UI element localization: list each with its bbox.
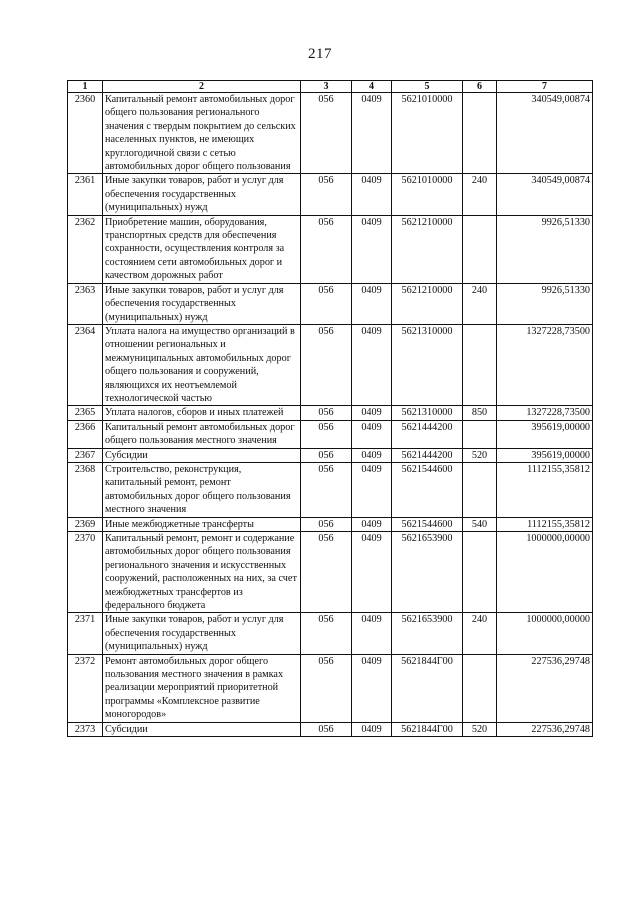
row-amount: 340549,00874	[497, 174, 593, 215]
row-code: 056	[301, 532, 352, 613]
row-article: 5621653900	[392, 613, 463, 654]
row-amount: 1327228,73500	[497, 324, 593, 405]
table-row	[68, 613, 593, 654]
table-row	[68, 517, 593, 531]
row-code: 056	[301, 448, 352, 462]
row-section: 0409	[352, 283, 392, 324]
row-code: 056	[301, 324, 352, 405]
row-section: 0409	[352, 448, 392, 462]
table-header-row	[68, 81, 593, 93]
row-number: 2362	[68, 215, 103, 283]
row-code: 056	[301, 654, 352, 722]
row-expense-type: 540	[463, 517, 497, 531]
row-article: 5621544600	[392, 517, 463, 531]
row-code: 056	[301, 613, 352, 654]
row-code: 056	[301, 93, 352, 174]
row-code: 056	[301, 517, 352, 531]
table-row	[68, 215, 593, 283]
row-name: Капитальный ремонт автомобильных дорог общего пользования местного значения	[103, 420, 301, 448]
column-header: 5	[392, 81, 463, 93]
row-expense-type: 850	[463, 406, 497, 420]
row-code: 056	[301, 283, 352, 324]
row-expense-type: 520	[463, 722, 497, 736]
row-amount: 1000000,00000	[497, 613, 593, 654]
row-number: 2371	[68, 613, 103, 654]
row-number: 2360	[68, 93, 103, 174]
column-header: 2	[103, 81, 301, 93]
row-amount: 1112155,35812	[497, 517, 593, 531]
row-number: 2363	[68, 283, 103, 324]
table-row	[68, 462, 593, 517]
row-section: 0409	[352, 406, 392, 420]
table-row	[68, 722, 593, 736]
row-amount: 395619,00000	[497, 420, 593, 448]
row-number: 2366	[68, 420, 103, 448]
row-name: Уплата налогов, сборов и иных платежей	[103, 406, 301, 420]
row-section: 0409	[352, 654, 392, 722]
row-expense-type: 240	[463, 174, 497, 215]
row-code: 056	[301, 462, 352, 517]
row-amount: 9926,51330	[497, 283, 593, 324]
page-number: 217	[308, 46, 332, 62]
row-name: Иные закупки товаров, работ и услуг для обеспечения государственных (муниципальных) нужд	[103, 174, 301, 215]
column-header: 4	[352, 81, 392, 93]
row-section: 0409	[352, 420, 392, 448]
row-expense-type	[463, 462, 497, 517]
row-number: 2373	[68, 722, 103, 736]
row-expense-type	[463, 215, 497, 283]
row-name: Капитальный ремонт автомобильных дорог общего пользования регионального значения с твердым покрытием до сельских населенных пунктов, не имеющих круглогодичной связи с сетью автомобильных дорог общего пользования	[103, 93, 301, 174]
row-amount: 340549,00874	[497, 93, 593, 174]
row-number: 2372	[68, 654, 103, 722]
row-number: 2367	[68, 448, 103, 462]
row-article: 5621444200	[392, 448, 463, 462]
row-article: 5621544600	[392, 462, 463, 517]
row-article: 5621010000	[392, 174, 463, 215]
row-section: 0409	[352, 174, 392, 215]
row-article: 5621310000	[392, 406, 463, 420]
row-section: 0409	[352, 722, 392, 736]
row-amount: 227536,29748	[497, 654, 593, 722]
row-article: 5621310000	[392, 324, 463, 405]
row-article: 5621010000	[392, 93, 463, 174]
row-amount: 227536,29748	[497, 722, 593, 736]
column-header: 3	[301, 81, 352, 93]
row-section: 0409	[352, 613, 392, 654]
row-name: Иные закупки товаров, работ и услуг для обеспечения государственных (муниципальных) нужд	[103, 613, 301, 654]
row-code: 056	[301, 420, 352, 448]
row-number: 2370	[68, 532, 103, 613]
row-name: Капитальный ремонт, ремонт и содержание автомобильных дорог общего пользования регионального значения и искусственных сооружений, расположенных на них, за счет межбюджетных трансфертов из федерального бюджета	[103, 532, 301, 613]
row-name: Субсидии	[103, 448, 301, 462]
row-expense-type: 240	[463, 613, 497, 654]
column-header: 7	[497, 81, 593, 93]
row-name: Приобретение машин, оборудования, транспортных средств для обеспечения сохранности, осуществления контроля за состоянием сети автомобильных дорог и качеством дорожных работ	[103, 215, 301, 283]
row-article: 5621653900	[392, 532, 463, 613]
row-article: 5621844Г00	[392, 654, 463, 722]
row-code: 056	[301, 174, 352, 215]
table-row	[68, 406, 593, 420]
column-header: 1	[68, 81, 103, 93]
row-number: 2369	[68, 517, 103, 531]
row-article: 5621444200	[392, 420, 463, 448]
table-row	[68, 532, 593, 613]
row-amount: 9926,51330	[497, 215, 593, 283]
row-name: Ремонт автомобильных дорог общего пользования местного значения в рамках реализации мероприятий приоритетной программы «Комплексное развитие моногородов»	[103, 654, 301, 722]
row-expense-type: 520	[463, 448, 497, 462]
table-row	[68, 93, 593, 174]
row-name: Субсидии	[103, 722, 301, 736]
row-amount: 395619,00000	[497, 448, 593, 462]
table-row	[68, 420, 593, 448]
row-article: 5621210000	[392, 215, 463, 283]
row-section: 0409	[352, 215, 392, 283]
row-expense-type: 240	[463, 283, 497, 324]
row-article: 5621210000	[392, 283, 463, 324]
row-article: 5621844Г00	[392, 722, 463, 736]
row-number: 2365	[68, 406, 103, 420]
budget-table	[67, 80, 593, 737]
row-amount: 1327228,73500	[497, 406, 593, 420]
row-name: Строительство, реконструкция, капитальный ремонт, ремонт автомобильных дорог общего пользования местного значения	[103, 462, 301, 517]
row-section: 0409	[352, 93, 392, 174]
row-number: 2361	[68, 174, 103, 215]
row-name: Уплата налога на имущество организаций в отношении региональных и межмуниципальных автомобильных дорог общего пользования и сооружений, являющихся их неотъемлемой технологической частью	[103, 324, 301, 405]
row-section: 0409	[352, 462, 392, 517]
row-expense-type	[463, 654, 497, 722]
row-number: 2368	[68, 462, 103, 517]
row-expense-type	[463, 93, 497, 174]
row-section: 0409	[352, 532, 392, 613]
row-code: 056	[301, 215, 352, 283]
row-amount: 1000000,00000	[497, 532, 593, 613]
row-number: 2364	[68, 324, 103, 405]
row-section: 0409	[352, 324, 392, 405]
row-name: Иные межбюджетные трансферты	[103, 517, 301, 531]
row-expense-type	[463, 420, 497, 448]
row-expense-type	[463, 324, 497, 405]
table-row	[68, 448, 593, 462]
row-section: 0409	[352, 517, 392, 531]
table-row	[68, 654, 593, 722]
table-row	[68, 283, 593, 324]
row-amount: 1112155,35812	[497, 462, 593, 517]
row-expense-type	[463, 532, 497, 613]
row-code: 056	[301, 406, 352, 420]
table-row	[68, 174, 593, 215]
row-name: Иные закупки товаров, работ и услуг для обеспечения государственных (муниципальных) нужд	[103, 283, 301, 324]
row-code: 056	[301, 722, 352, 736]
column-header: 6	[463, 81, 497, 93]
table-row	[68, 324, 593, 405]
